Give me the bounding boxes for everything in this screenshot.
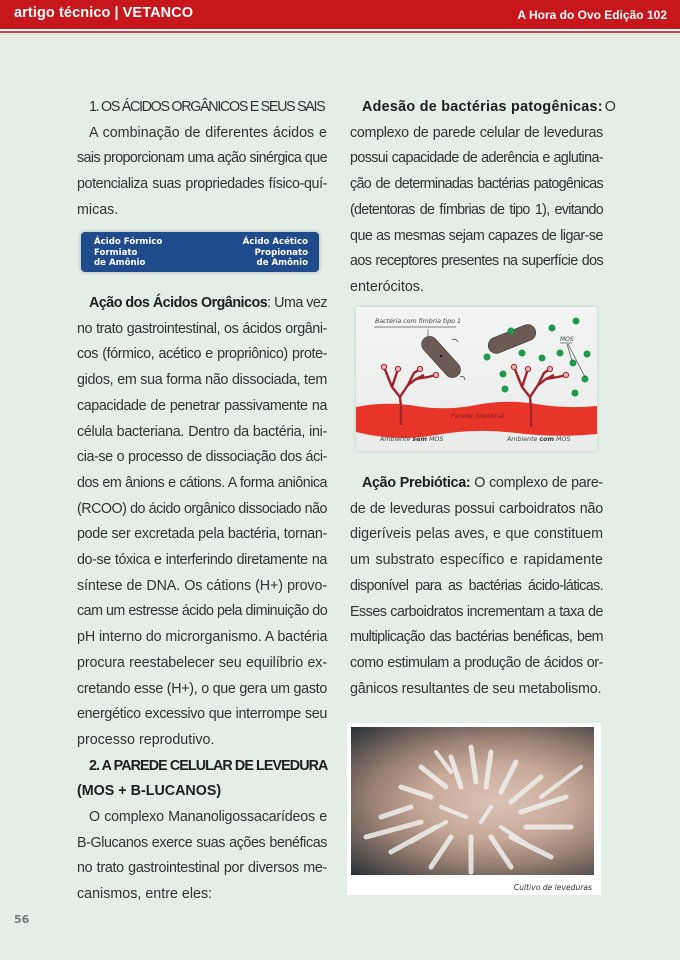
bacteria-left — [374, 327, 465, 381]
text-line: no trato gastrointestinal, os ácidos orgâni- — [77, 320, 327, 337]
section-1-title: 1. OS ÁCIDOS ORGÂNICOS E SEUS SAIS — [89, 99, 325, 115]
text-line: como estimulam a produção de ácidos or- — [350, 654, 603, 671]
text-line: sais proporcionam uma ação sinérgica que — [77, 150, 327, 167]
text-line: canismos, entre eles: — [77, 886, 213, 903]
action-paragraph — [77, 291, 327, 754]
diagram-graphic — [356, 307, 597, 451]
text-line: do-se tóxica e interferindo diretamente na — [77, 552, 327, 569]
bacteria-right — [486, 322, 538, 356]
text-line: cos (fórmico, acético e propriônico) prote- — [77, 346, 327, 363]
yeast-texture — [351, 727, 594, 875]
acid-propionate-label: Propionato — [254, 247, 308, 258]
text-line: cretando esse (H+), o que gera um gasto — [77, 680, 327, 697]
text-line: digeríveis pelas aves, e que constituem — [350, 526, 603, 543]
text-line: enterócitos. — [350, 278, 424, 295]
caption-emphasis: com — [539, 436, 555, 443]
action-heading: Ação dos Ácidos Orgânicos — [89, 295, 268, 311]
text-line — [77, 291, 327, 317]
adhesion-paragraph — [350, 95, 614, 301]
text-fragment: O complexo de pare- — [470, 475, 603, 491]
text-line: potencializa suas propriedades físico-quí- — [77, 176, 327, 193]
text-line: (RCOO) do ácido orgânico dissociado não — [77, 500, 327, 517]
text-line: possui capacidade de aderência e aglutina- — [350, 150, 603, 167]
text-line: (detentoras de fímbrias de tipo 1), evitando — [350, 201, 603, 218]
section-2-title — [77, 754, 327, 805]
text-line: que as mesmas sejam capazes de ligar-se — [350, 227, 603, 244]
page-header — [0, 0, 680, 29]
text-line: disponível para as bactérias ácido-láticas. — [350, 577, 603, 594]
page-number: 56 — [14, 913, 30, 926]
text-line: célula bacteriana. Dentro da bactéria, ini- — [77, 423, 327, 440]
text-line: dos em ânions e cátions. A forma aniônica — [77, 474, 327, 491]
text-line: energético excessivo que interrompe seu — [77, 706, 327, 723]
text-fragment: O — [602, 99, 614, 115]
text-line: (MOS + B-LUCANOS) — [77, 783, 222, 800]
header-divider-red — [0, 31, 680, 33]
header-section-label — [14, 5, 193, 21]
text-line: micas. — [77, 201, 119, 218]
caption-text: Ambiente — [507, 436, 540, 443]
prebiotic-paragraph — [350, 471, 603, 702]
acid-ammonium-label-left: de Amônio — [94, 258, 146, 268]
text-line — [350, 95, 614, 121]
text-line: multiplicação das bactérias benéficas, bem — [350, 629, 603, 646]
text-line: capacidade de penetrar passivamente na — [77, 397, 327, 414]
text-line: gidos, em sua forma não dissociada, tem — [77, 372, 327, 389]
text-line: A combinação de diferentes ácidos e — [89, 124, 327, 141]
text-line: no trato gastrointestinal por diversos me- — [77, 860, 327, 877]
caption-with-mos — [507, 436, 570, 443]
left-column-body — [77, 291, 327, 908]
wall-label: Parede intestinal — [451, 413, 505, 420]
text-line: 2. A PAREDE CELULAR DE LEVEDURA — [89, 757, 328, 774]
left-column — [77, 95, 327, 224]
text-line: O complexo Mananoligossacarídeos e — [89, 809, 327, 826]
text-line: um substrato específico e rapidamente — [350, 552, 603, 569]
yeast-photo-frame — [347, 723, 601, 895]
text-line: síntese de DNA. Os cátions (H+) provo- — [77, 577, 327, 594]
right-column-body — [350, 471, 603, 702]
acid-box-left — [94, 237, 162, 269]
text-line: cia-se o processo de dissociação dos áci- — [77, 449, 327, 466]
text-line: pode ser excretada pela bactéria, tornan- — [77, 526, 327, 543]
header-publication: A Hora do Ovo Edição 102 — [517, 8, 667, 22]
text-line: Esses carboidratos incrementam a taxa de — [350, 603, 603, 620]
acid-composition-box — [81, 232, 319, 272]
header-brand: VETANCO — [122, 5, 194, 21]
text-line: B-Glucanos exerce suas ações benéficas — [77, 834, 327, 851]
text-line: aos receptores presentes na superfície dos — [350, 253, 603, 270]
text-line: processo reprodutivo. — [77, 731, 215, 748]
text-line: complexo de parede celular de leveduras — [350, 124, 603, 141]
caption-text: MOS — [427, 436, 444, 443]
acid-ammonium-label-right: de Amônio — [256, 258, 308, 268]
acid-formic-label: Ácido Fórmico — [94, 237, 163, 247]
caption-text: MOS — [554, 436, 571, 443]
section-2-paragraph — [77, 805, 327, 908]
right-column — [350, 95, 614, 301]
bacteria-label: Bactéria com fímbria tipo 1 — [375, 318, 462, 325]
acid-box-right — [243, 237, 308, 269]
header-separator: | — [114, 5, 119, 21]
text-line: gânicos resultantes de seu metabolismo. — [350, 680, 602, 697]
text-line: procura reestabelecer seu equilíbrio ex- — [77, 654, 327, 671]
intro-paragraph — [77, 121, 327, 224]
acid-acetic-label: Ácido Acético — [242, 237, 308, 247]
text-line — [350, 471, 603, 497]
header-category: artigo técnico — [14, 5, 111, 21]
mos-adhesion-diagram — [356, 307, 597, 451]
text-line: de de leveduras possui carboidratos não — [350, 500, 603, 517]
adhesion-heading: Adesão de bactérias patogênicas: — [362, 99, 603, 115]
prebiotic-heading: Ação Prebiótica: — [362, 475, 471, 491]
caption-text: Ambiente — [380, 436, 413, 443]
text-line: pH interno do microrganismo. A bactéria — [77, 629, 328, 646]
text-fragment: : Uma vez — [267, 295, 328, 311]
acid-formiate-label: Formiato — [94, 247, 138, 258]
caption-without-mos — [380, 436, 443, 443]
caption-emphasis: sem — [412, 436, 427, 443]
mos-label: MOS — [560, 336, 574, 343]
photo-caption: Cultivo de leveduras — [513, 883, 592, 892]
text-line: ção de determinadas bactérias patogênicas — [350, 176, 603, 193]
yeast-culture-photo — [351, 727, 594, 875]
text-line: cam um estresse ácido pela diminuição do — [77, 603, 328, 620]
